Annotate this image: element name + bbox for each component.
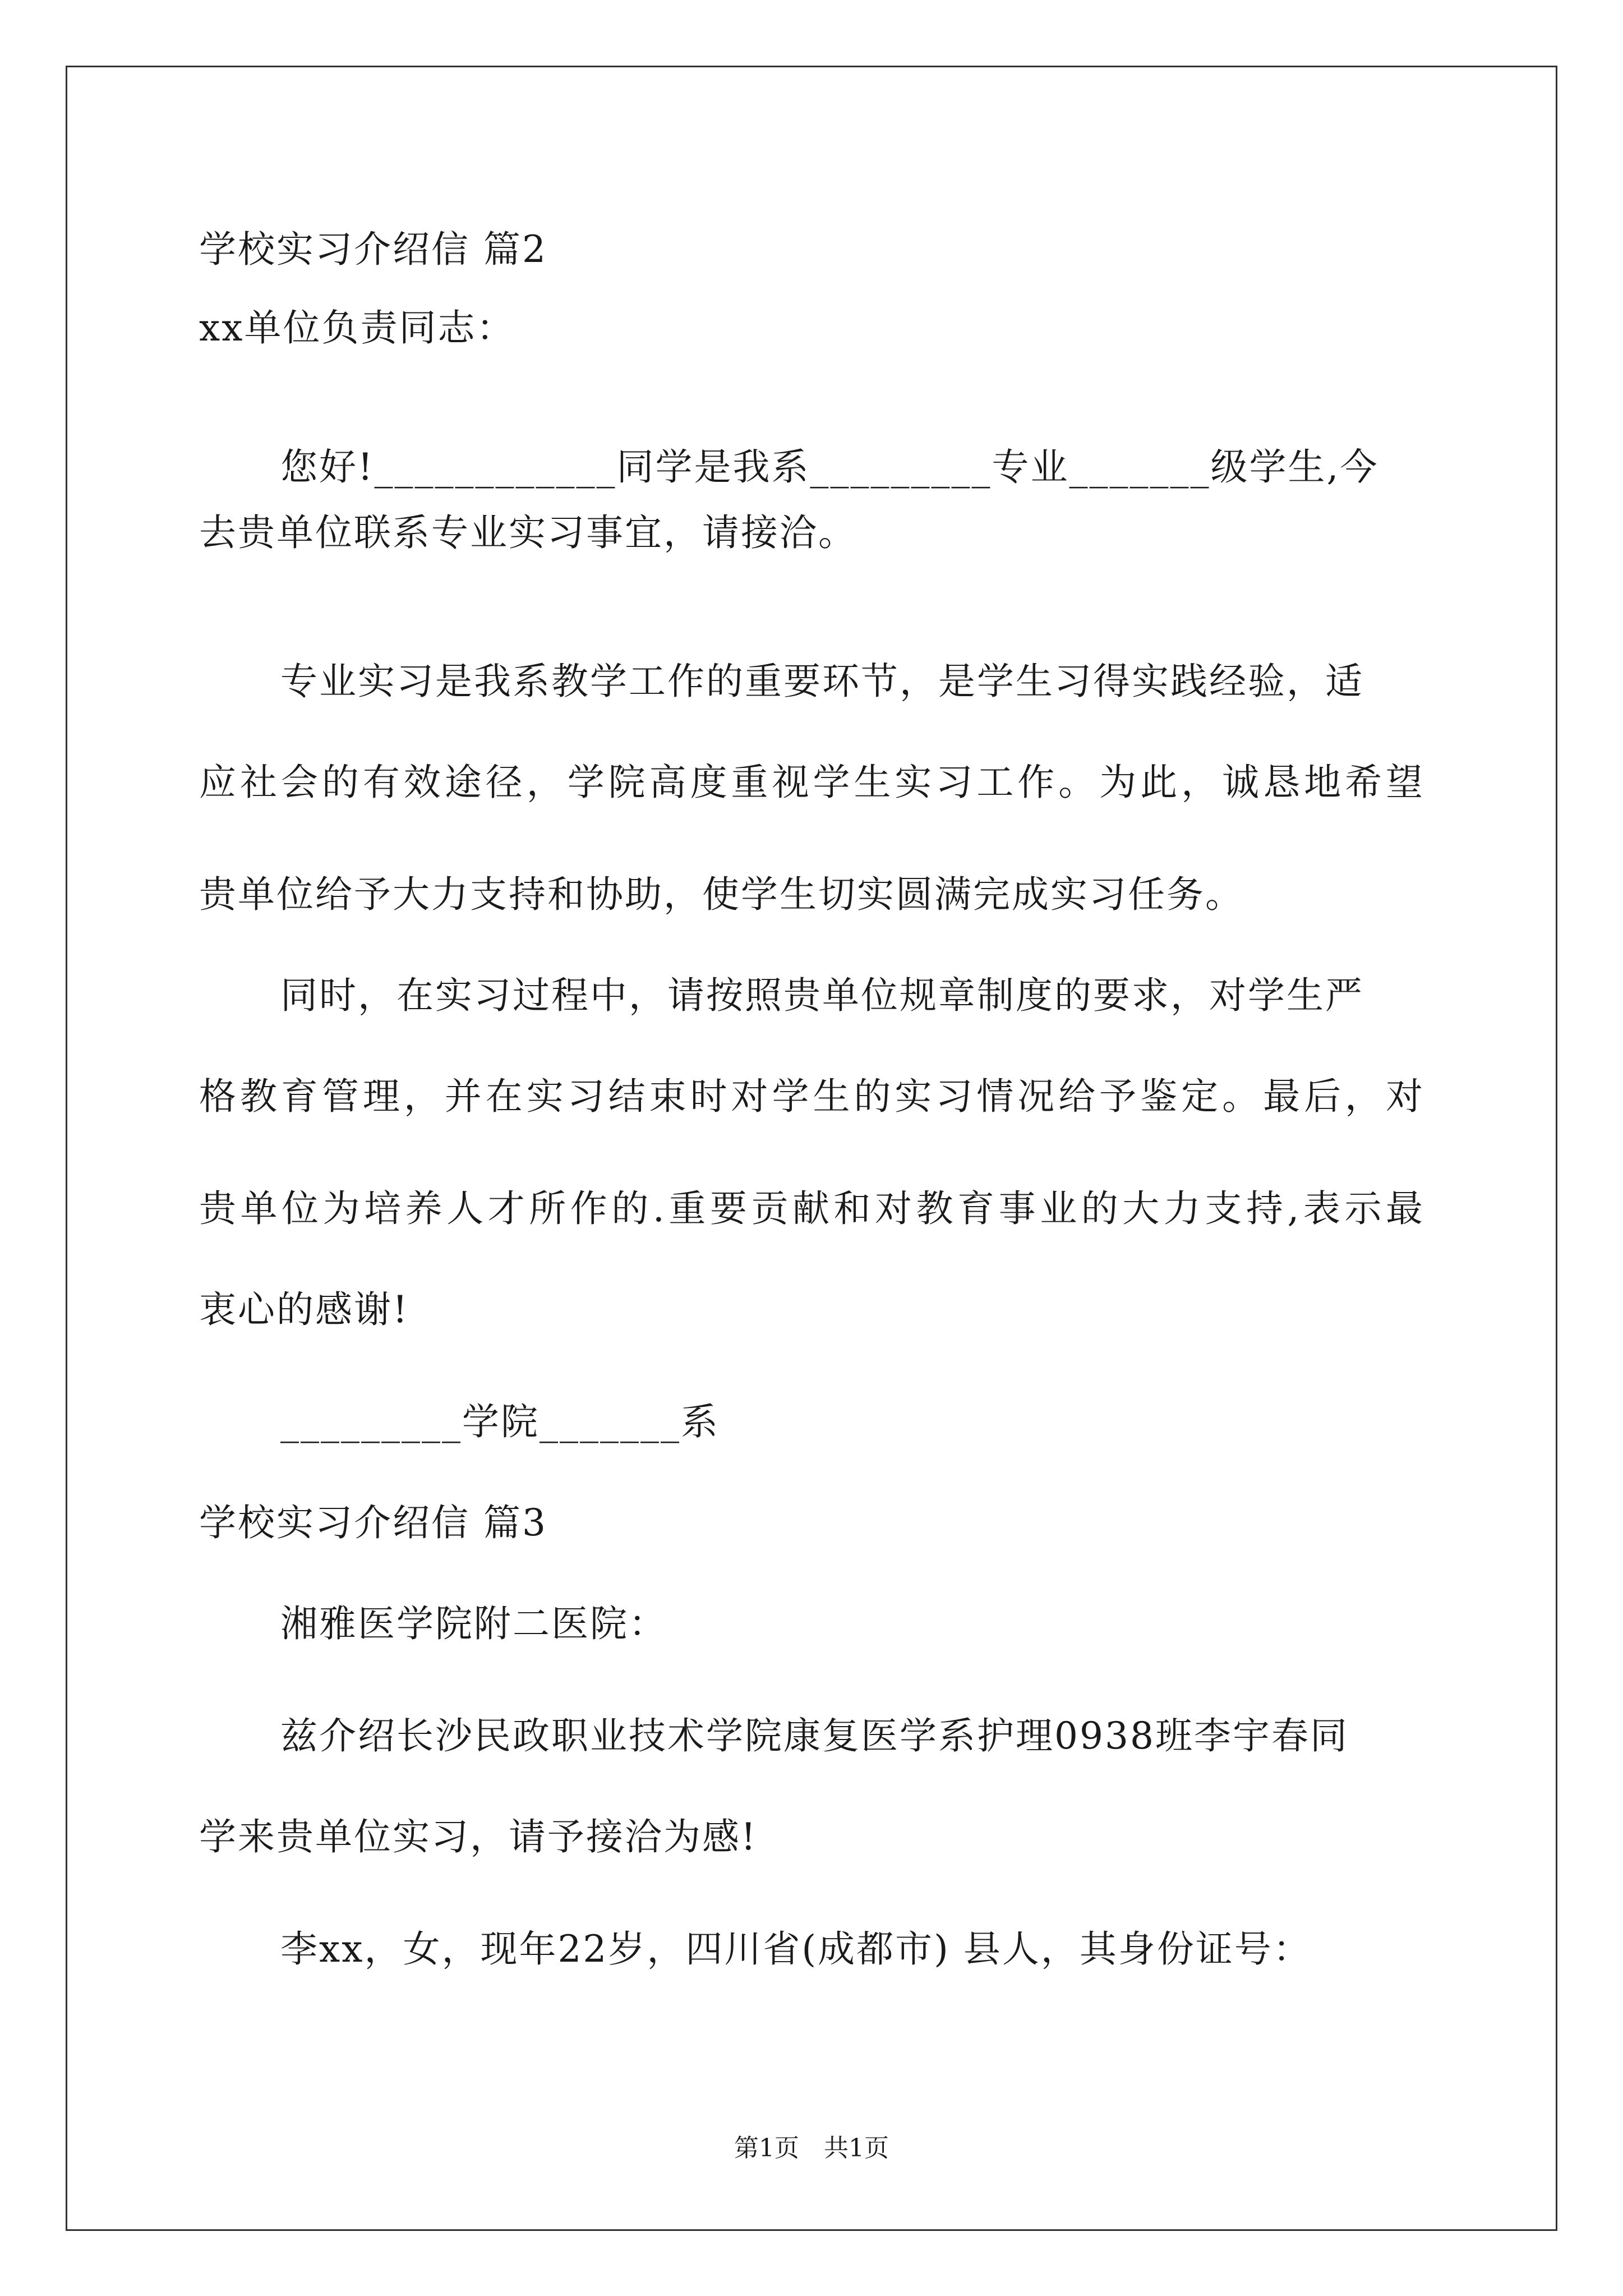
- page-number: 第1页 共1页: [734, 2134, 889, 2162]
- paragraph-line: 格教育管理，并在实习结束时对学生的实习情况给予鉴定。最后，对: [199, 1075, 1424, 1118]
- signature-line: _________学院_______系: [280, 1400, 720, 1443]
- paragraph-line: 贵单位为培养人才所作的.重要贡献和对教育事业的大力支持,表示最: [199, 1187, 1424, 1230]
- paragraph-line: 您好!____________同学是我系_________专业_______级学生,今: [280, 445, 1379, 489]
- paragraph-line: 贵单位给予大力支持和协助，使学生切实圆满完成实习任务。: [199, 873, 1244, 916]
- paragraph-line: 兹介绍长沙民政职业技术学院康复医学系护理0938班李宇春同: [280, 1714, 1349, 1757]
- paragraph-line: 学来贵单位实习，请予接洽为感!: [199, 1815, 758, 1858]
- paragraph-line: 衷心的感谢!: [199, 1288, 409, 1331]
- paragraph-line: 李xx，女，现年22岁，四川省(成都市) 县人，其身份证号：: [280, 1927, 1312, 1971]
- page-border: [66, 66, 1557, 2231]
- paragraph-line: 同时，在实习过程中，请按照贵单位规章制度的要求，对学生严: [280, 974, 1364, 1017]
- paragraph-line: 去贵单位联系专业实习事宜，请接洽。: [199, 511, 857, 554]
- salutation: xx单位负责同志：: [199, 306, 515, 349]
- paragraph-line: 应社会的有效途径，学院高度重视学生实习工作。为此，诚恳地希望: [199, 761, 1424, 804]
- salutation: 湘雅医学院附二医院：: [280, 1602, 667, 1645]
- section-heading-2: 学校实习介绍信 篇2: [199, 228, 547, 271]
- section-heading-3: 学校实习介绍信 篇3: [199, 1501, 547, 1544]
- paragraph-line: 专业实习是我系教学工作的重要环节，是学生习得实践经验，适: [280, 660, 1364, 703]
